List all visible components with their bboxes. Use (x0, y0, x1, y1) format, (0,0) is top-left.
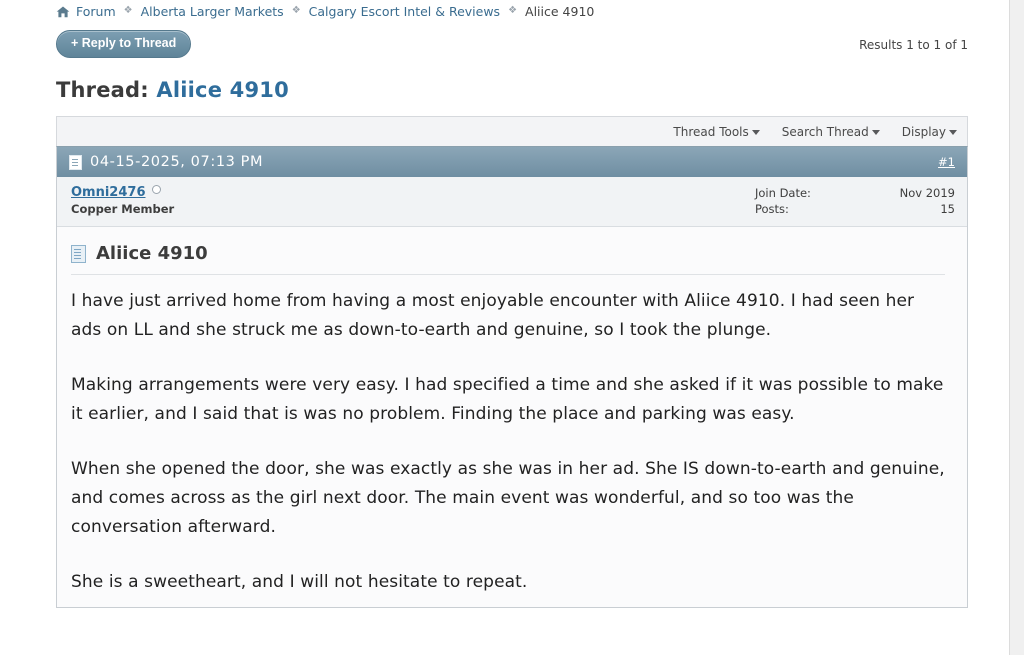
home-icon[interactable] (56, 6, 70, 18)
thread-title-prefix: Thread: (56, 78, 149, 102)
post-paragraph: Making arrangements were very easy. I had specified a time and she asked if it was possible to make it earlier, and I said that is was no problem. Finding the place and parking was easy. (71, 375, 944, 424)
thread-tools-label: Thread Tools (673, 124, 749, 139)
thread-toolbar-row (56, 30, 968, 64)
post-paragraph: She is a sweetheart, and I will not hesitate to repeat. (71, 572, 528, 592)
post-author-stats (755, 185, 955, 217)
search-thread-label: Search Thread (781, 124, 869, 139)
post-paragraph: I have just arrived home from having a most enjoyable encounter with Aliice 4910. I had seen her ads on LL and she struck me as down-to-earth and genuine, so I took the plunge. (71, 291, 915, 340)
post-author-username[interactable]: Omni2476 (71, 185, 146, 200)
post-body (57, 227, 967, 607)
page-scrollbar[interactable] (1009, 0, 1024, 655)
post-container (56, 146, 968, 608)
post-date: 04-15-2025, 07:13 PM (90, 154, 264, 170)
chevron-down-icon (872, 130, 880, 135)
results-count-label: Results 1 to 1 of 1 (859, 38, 968, 52)
post-paragraph: When she opened the door, she was exactly as she was in her ad. She IS down-to-earth and genuine, and comes across as the girl next door. The main event was wonderful, and so too was the conversation afterward. (71, 459, 945, 537)
join-date-row (755, 185, 955, 201)
post-permalink-number[interactable]: #1 (938, 155, 955, 169)
breadcrumb-separator: ❖ (508, 4, 518, 16)
search-thread-menu[interactable] (782, 125, 880, 139)
join-date-label: Join Date: (755, 186, 811, 200)
post-author-usertitle: Copper Member (71, 202, 175, 216)
reply-to-thread-button[interactable]: + Reply to Thread (56, 30, 191, 58)
breadcrumb-separator: ❖ (291, 4, 301, 16)
breadcrumb (56, 0, 968, 22)
post-subject-text: Aliice 4910 (96, 243, 208, 264)
chevron-down-icon (949, 130, 957, 135)
post-subject (71, 243, 945, 275)
display-menu[interactable] (902, 125, 957, 139)
posts-value: 15 (940, 202, 955, 216)
display-label: Display (901, 124, 946, 139)
posts-count-row (755, 201, 955, 217)
breadcrumb-current-thread: Aliice 4910 (525, 3, 595, 19)
breadcrumb-link-alberta-larger-markets[interactable]: Alberta Larger Markets (140, 3, 284, 19)
thread-tools-bar (56, 116, 968, 146)
user-offline-status-icon (152, 185, 161, 194)
breadcrumb-link-calgary-escort-intel-reviews[interactable]: Calgary Escort Intel & Reviews (308, 3, 501, 19)
post-subject-icon (71, 245, 86, 263)
post-message-text (71, 287, 945, 597)
breadcrumb-link-forum[interactable]: Forum (76, 3, 116, 19)
posts-label: Posts: (755, 202, 789, 216)
join-date-value: Nov 2019 (899, 186, 955, 200)
post-user-info (57, 177, 967, 227)
thread-tools-menu[interactable] (673, 125, 759, 139)
breadcrumb-separator: ❖ (123, 4, 133, 16)
thread-title-name: Aliice 4910 (156, 78, 289, 102)
page-title (56, 78, 968, 102)
post-header (57, 147, 967, 177)
chevron-down-icon (752, 130, 760, 135)
post-document-icon (69, 155, 82, 170)
post-author-block (71, 185, 174, 216)
